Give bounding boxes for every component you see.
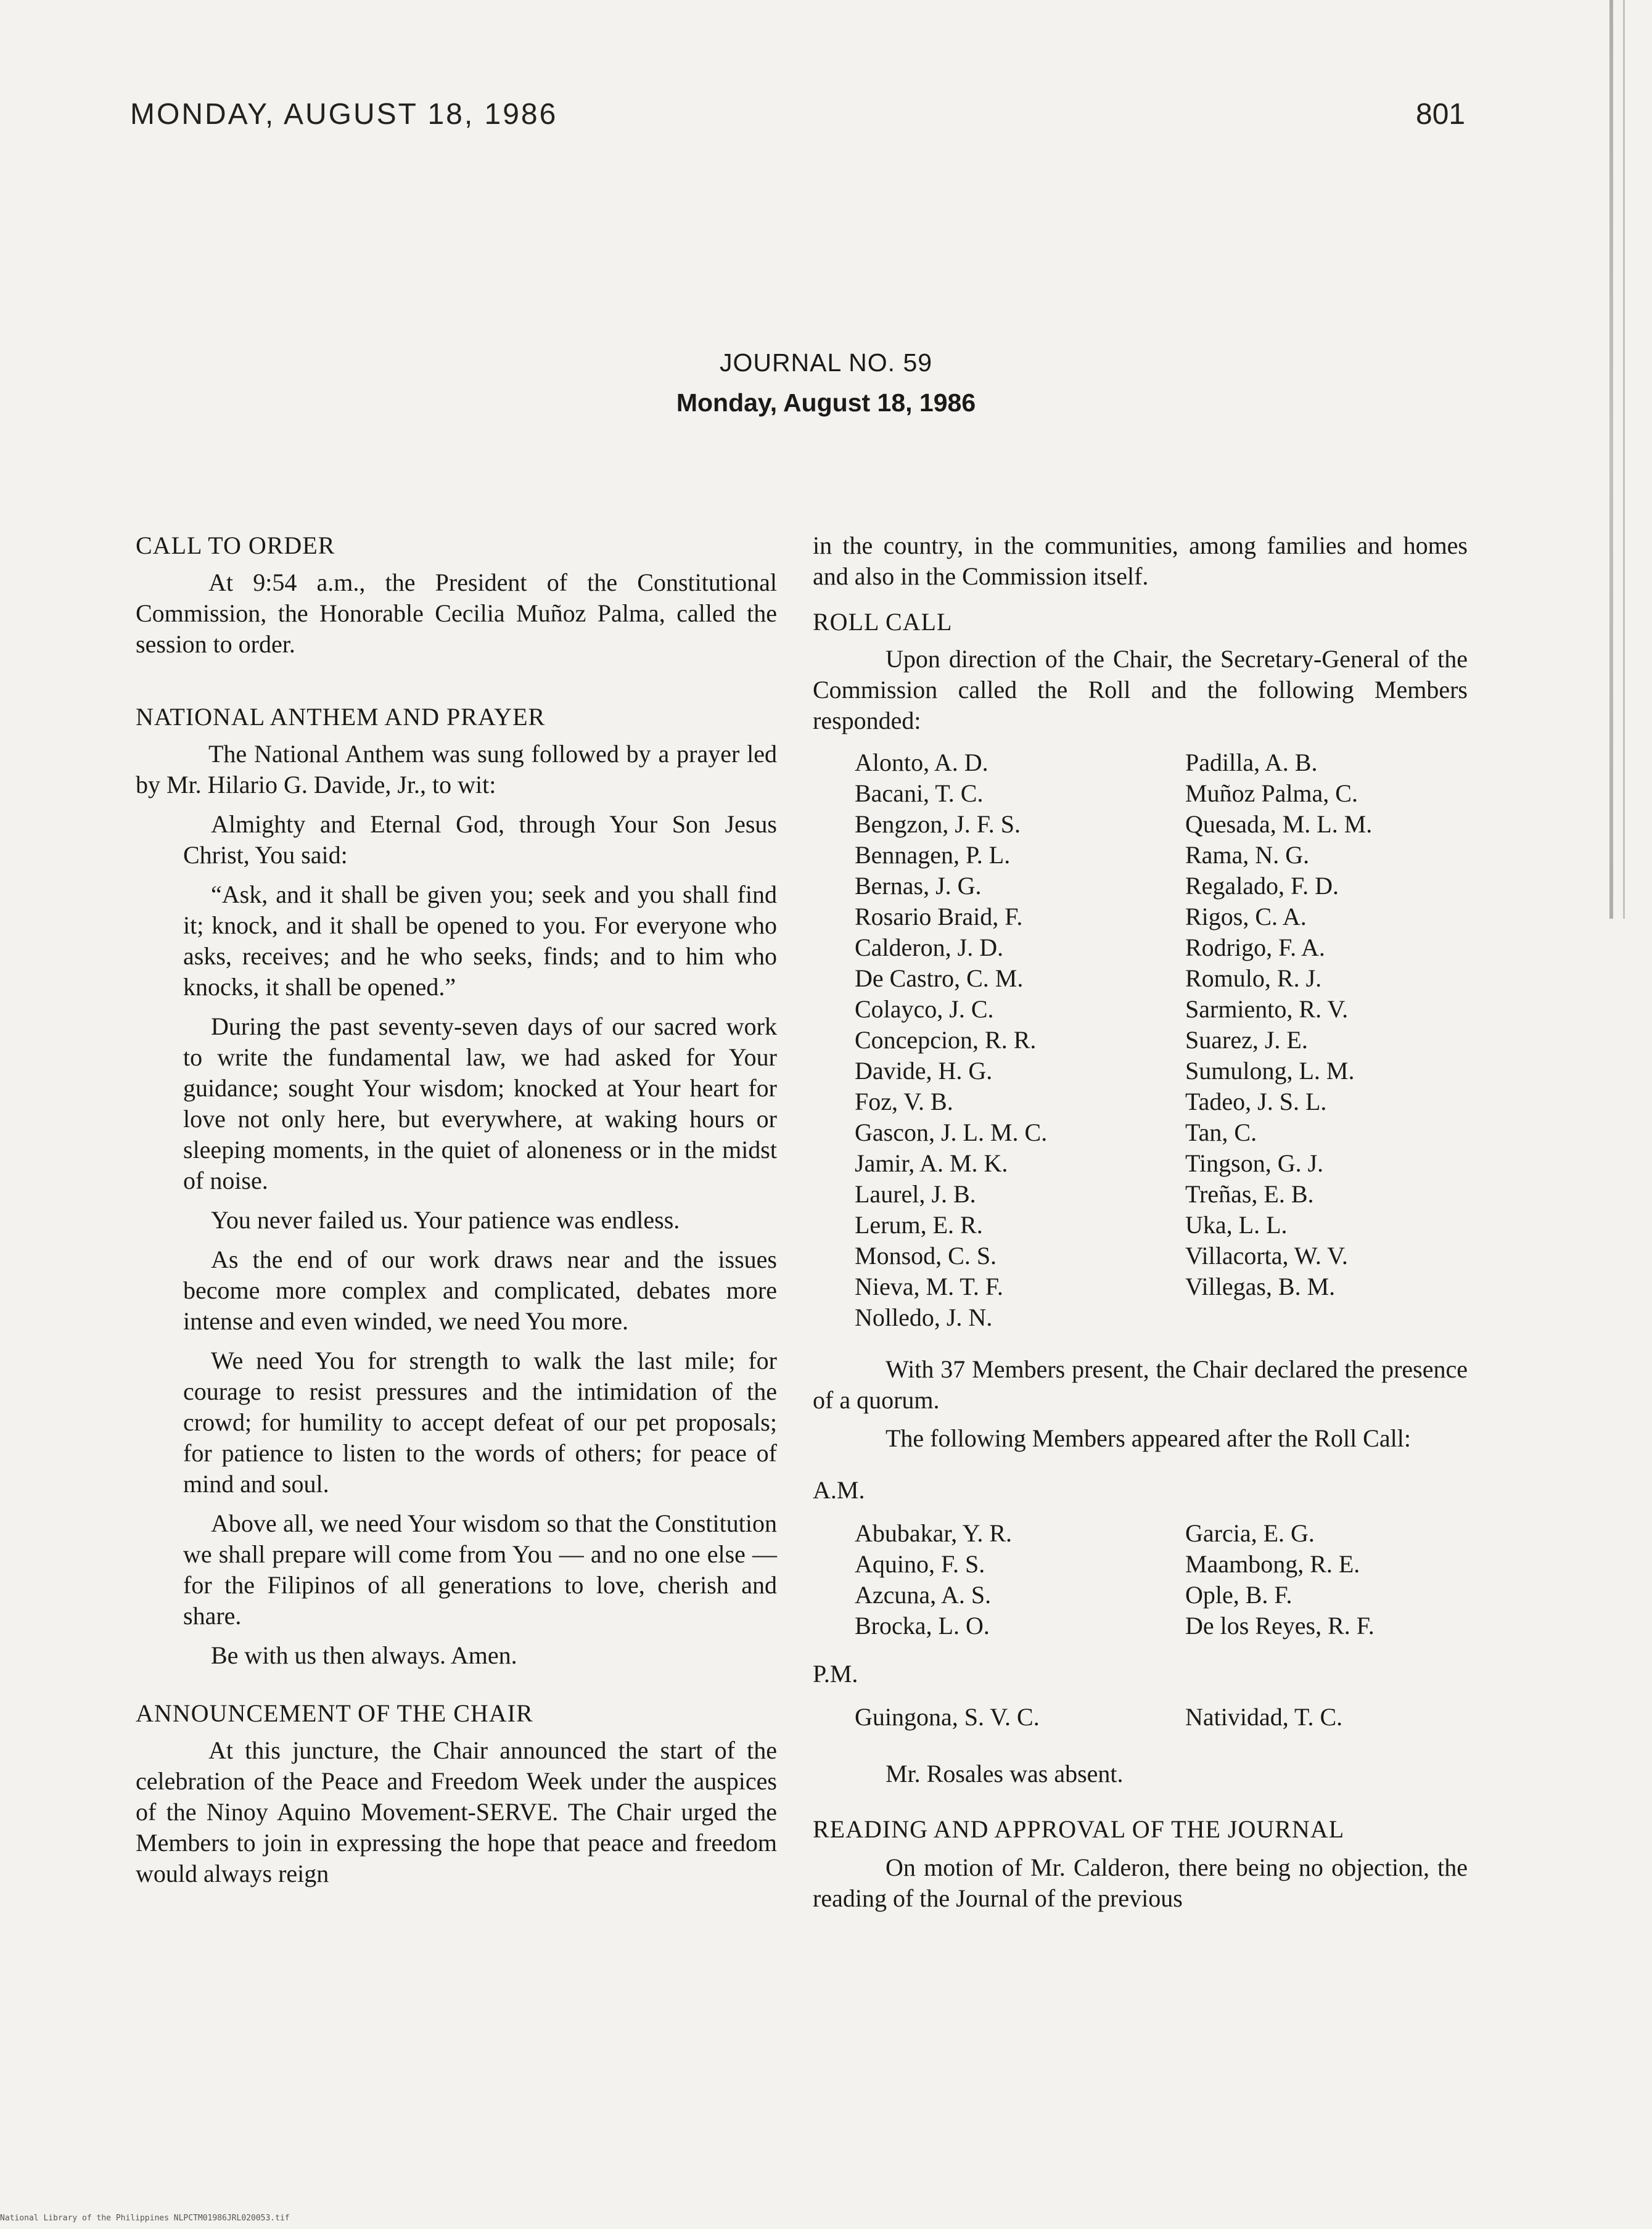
- member-name: Ople, B. F.: [1185, 1581, 1292, 1609]
- member-name: Tadeo, J. S. L.: [1185, 1088, 1327, 1115]
- anthem-heading: NATIONAL ANTHEM AND PRAYER: [136, 703, 546, 731]
- member-name: Azcuna, A. S.: [855, 1581, 992, 1609]
- pm-members: [813, 1702, 1468, 1733]
- member-name: Aquino, F. S.: [855, 1550, 985, 1578]
- member-name: Natividad, T. C.: [1185, 1703, 1343, 1731]
- member-name: Tan, C.: [1185, 1119, 1257, 1146]
- member-name: Nolledo, J. N.: [855, 1303, 993, 1331]
- announcement-heading: ANNOUNCEMENT OF THE CHAIR: [136, 1699, 533, 1727]
- page-edge-shadow: [1609, 0, 1613, 919]
- member-name: Sarmiento, R. V.: [1185, 995, 1349, 1023]
- member-name: Tingson, G. J.: [1185, 1149, 1324, 1177]
- am-members-left: [855, 1518, 1185, 1641]
- am-members: [813, 1518, 1468, 1641]
- reading-approval-paragraph: On motion of Mr. Calderon, there being no objection, the reading of the Journal of the previous: [813, 1853, 1468, 1912]
- member-name: Bengzon, J. F. S.: [855, 810, 1021, 838]
- quorum-paragraph: With 37 Members present, the Chair declared the presence of a quorum.: [813, 1355, 1468, 1414]
- pm-members-left: [855, 1702, 1185, 1733]
- member-name: Calderon, J. D.: [855, 934, 1004, 961]
- member-name: Rosario Braid, F.: [855, 903, 1023, 930]
- absent-paragraph: Mr. Rosales was absent.: [886, 1760, 1124, 1788]
- member-name: Bacani, T. C.: [855, 779, 984, 807]
- member-name: Padilla, A. B.: [1185, 749, 1318, 776]
- am-members-right: [1185, 1518, 1481, 1641]
- roll-call-paragraph: Upon direction of the Chair, the Secretary-General of the Commission called the Roll and the following Members responded:: [813, 645, 1468, 734]
- member-name: Villegas, B. M.: [1185, 1273, 1336, 1300]
- member-name: Davide, H. G.: [855, 1057, 993, 1085]
- members-column-right: [1185, 747, 1481, 1333]
- member-name: Regalado, F. D.: [1185, 872, 1339, 900]
- member-name: Lerum, E. R.: [855, 1211, 983, 1239]
- roll-call-members: [813, 747, 1468, 1333]
- member-name: Jamir, A. M. K.: [855, 1149, 1008, 1177]
- member-name: Rama, N. G.: [1185, 841, 1310, 869]
- member-name: De los Reyes, R. F.: [1185, 1612, 1375, 1640]
- member-name: Laurel, J. B.: [855, 1180, 976, 1208]
- members-column-left: [855, 747, 1185, 1333]
- prayer-paragraph: Be with us then always. Amen.: [211, 1641, 517, 1669]
- roll-call-heading: ROLL CALL: [813, 608, 953, 636]
- member-name: Concepcion, R. R.: [855, 1026, 1037, 1054]
- member-name: Suarez, J. E.: [1185, 1026, 1308, 1054]
- anthem-paragraph: The National Anthem was sung followed by a prayer led by Mr. Hilario G. Davide, Jr., to wit:: [136, 740, 777, 798]
- page-edge-line: [1623, 0, 1625, 919]
- journal-date: Monday, August 18, 1986: [676, 388, 976, 417]
- member-name: Rigos, C. A.: [1185, 903, 1307, 930]
- prayer-paragraph: “Ask, and it shall be given you; seek and you shall find it; knock, and it shall be opened to you. For everyone who asks, receives; and he who seeks, finds; and to him who knocks, it shall be opened.”: [183, 881, 777, 1001]
- member-name: Bernas, J. G.: [855, 872, 982, 900]
- prayer-paragraph: As the end of our work draws near and the issues become more complex and complicated, debates more intense and even winded, we need You more.: [183, 1246, 777, 1335]
- prayer-paragraph: We need You for strength to walk the last mile; for courage to resist pressures and the intimidation of the crowd; for humility to accept defeat of our pet proposals; for patience to listen to the words of others; for peace of mind and soul.: [183, 1347, 777, 1498]
- member-name: Gascon, J. L. M. C.: [855, 1119, 1048, 1146]
- member-name: Foz, V. B.: [855, 1088, 953, 1115]
- prayer-paragraph: During the past seventy-seven days of our sacred work to write the fundamental law, we had asked for Your guidance; sought Your wisdom; knocked at Your heart for love not only here, but everywhere, at waking hours or sleeping moments, in the quiet of aloneness or in the midst of noise.: [183, 1012, 777, 1194]
- member-name: Bennagen, P. L.: [855, 841, 1011, 869]
- member-name: Romulo, R. J.: [1185, 964, 1322, 992]
- call-to-order-heading: CALL TO ORDER: [136, 532, 335, 559]
- member-name: Guingona, S. V. C.: [855, 1703, 1040, 1731]
- scan-source-footer: National Library of the Philippines NLPCTM01986JRL020053.tif: [0, 2214, 290, 2223]
- member-name: Nieva, M. T. F.: [855, 1273, 1003, 1300]
- member-name: Abubakar, Y. R.: [855, 1519, 1013, 1547]
- member-name: Quesada, M. L. M.: [1185, 810, 1373, 838]
- member-name: Maambong, R. E.: [1185, 1550, 1360, 1578]
- am-label: A.M.: [813, 1476, 865, 1504]
- running-header-date: MONDAY, AUGUST 18, 1986: [130, 98, 558, 131]
- journal-title: JOURNAL NO. 59: [719, 348, 933, 377]
- announcement-paragraph: At this juncture, the Chair announced the start of the celebration of the Peace and Freedom Week under the auspices of the Ninoy Aquino Movement-SERVE. The Chair urged the Members to join in expressing the hope that peace and freedom would always reign: [136, 1736, 777, 1887]
- continuation-paragraph: in the country, in the communities, among families and homes and also in the Commission itself.: [813, 532, 1468, 590]
- pm-members-right: [1185, 1702, 1481, 1733]
- member-name: Treñas, E. B.: [1185, 1180, 1314, 1208]
- member-name: Villacorta, W. V.: [1185, 1242, 1348, 1270]
- late-arrivals-paragraph: The following Members appeared after the Roll Call:: [886, 1424, 1411, 1452]
- prayer-paragraph: You never failed us. Your patience was endless.: [211, 1206, 680, 1234]
- member-name: Uka, L. L.: [1185, 1211, 1288, 1239]
- member-name: Brocka, L. O.: [855, 1612, 990, 1640]
- member-name: Colayco, J. C.: [855, 995, 994, 1023]
- prayer-paragraph: Above all, we need Your wisdom so that the Constitution we shall prepare will come from You — and no one else — for the Filipinos of all generations to love, cherish and share.: [183, 1509, 777, 1630]
- member-name: Monsod, C. S.: [855, 1242, 997, 1270]
- member-name: Garcia, E. G.: [1185, 1519, 1315, 1547]
- prayer-paragraph: Almighty and Eternal God, through Your Son Jesus Christ, You said:: [183, 810, 777, 869]
- right-column: [813, 530, 1468, 1914]
- reading-approval-heading: READING AND APPROVAL OF THE JOURNAL: [813, 1815, 1345, 1843]
- pm-label: P.M.: [813, 1660, 858, 1688]
- call-to-order-paragraph: At 9:54 a.m., the President of the Constitutional Commission, the Honorable Cecilia Muñoz Palma, called the session to order.: [136, 569, 777, 658]
- member-name: Sumulong, L. M.: [1185, 1057, 1355, 1085]
- left-column: [136, 530, 777, 1889]
- member-name: Muñoz Palma, C.: [1185, 779, 1358, 807]
- page-number: 801: [1416, 98, 1466, 131]
- member-name: De Castro, C. M.: [855, 964, 1024, 992]
- member-name: Rodrigo, F. A.: [1185, 934, 1325, 961]
- member-name: Alonto, A. D.: [855, 749, 988, 776]
